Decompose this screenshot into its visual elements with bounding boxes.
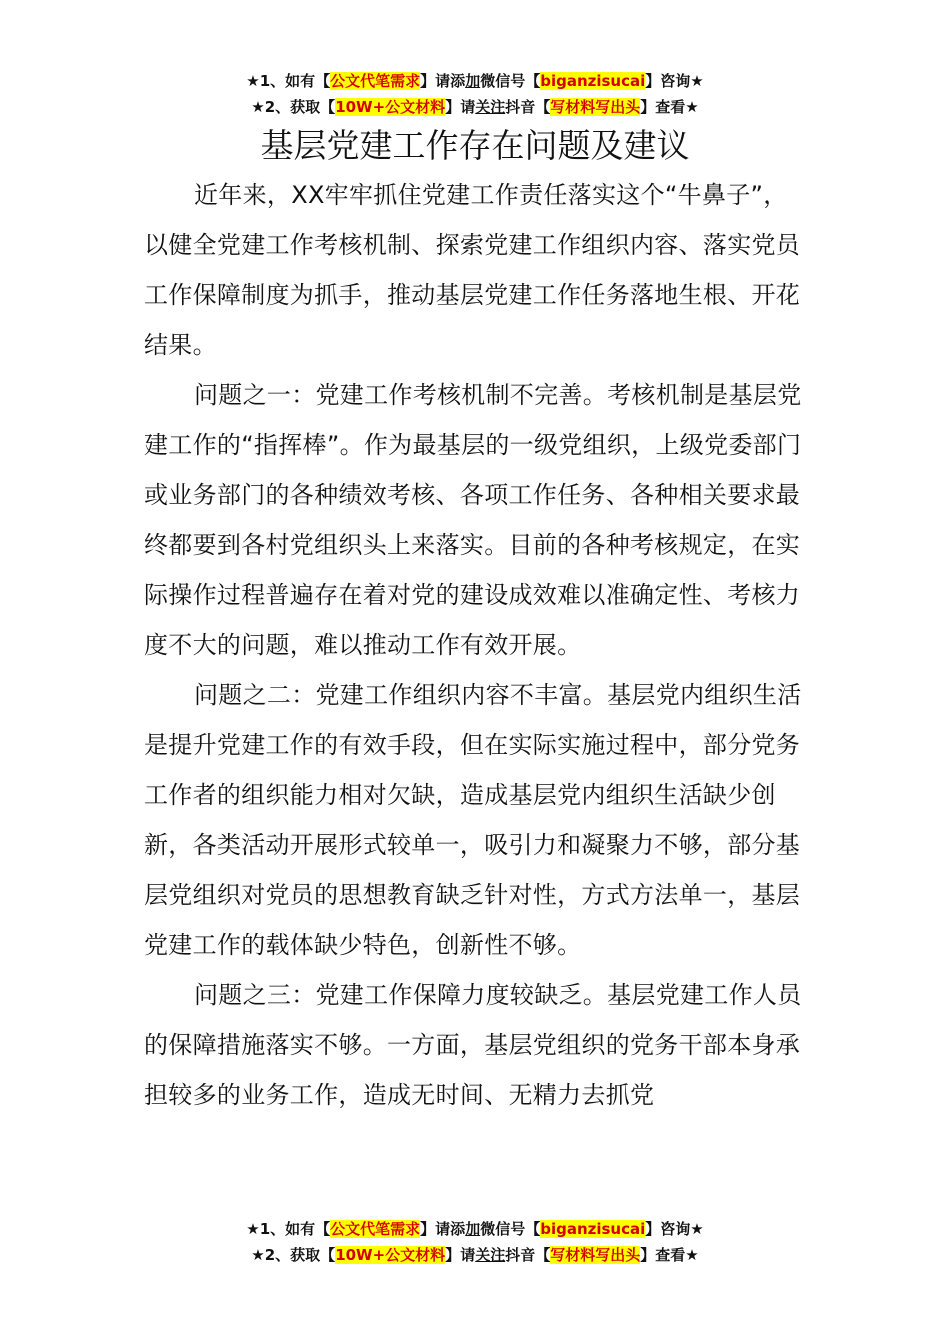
- bottom-promo-banner: [0, 1216, 950, 1268]
- promo-text: 微信号【: [480, 1220, 541, 1238]
- paragraph-intro: 近年来，XX牢牢抓住党建工作责任落实这个“牛鼻子”，以健全党建工作考核机制、探索党建工作组织内容、落实党员工作保障制度为抓手，推动基层党建工作任务落地生根、开花结果。: [144, 181, 801, 359]
- promo-text: 抖音【: [505, 98, 551, 116]
- promo-text: 微信号【: [480, 72, 541, 90]
- promo-wechat-id: biganzisucai: [540, 72, 646, 90]
- promo-text: ★1、如有【: [246, 1220, 331, 1238]
- promo-wechat-id: biganzisucai: [540, 1220, 646, 1238]
- promo-line-2: [0, 94, 950, 120]
- promo-text: 】请添: [420, 72, 466, 90]
- document-title: 基层党建工作存在问题及建议: [260, 126, 690, 165]
- promo-text: 】查看★: [640, 98, 699, 116]
- paragraph-problem-3: 问题之三：党建工作保障力度较缺乏。基层党建工作人员的保障措施落实不够。一方面，基层党组织的党务干部本身承担较多的业务工作，造成无时间、无精力去抓党: [144, 981, 802, 1109]
- promo-line-2: [0, 1242, 950, 1268]
- promo-underline: 关注: [475, 98, 506, 116]
- promo-text: 】咨询★: [645, 1220, 704, 1238]
- promo-highlight: 公文代笔需求: [330, 72, 421, 90]
- promo-underline: 关注: [475, 1246, 506, 1264]
- promo-text: 】查看★: [640, 1246, 699, 1264]
- promo-highlight: 公文代笔需求: [330, 1220, 421, 1238]
- promo-text: 】请添: [420, 1220, 466, 1238]
- promo-text: ★1、如有【: [246, 72, 331, 90]
- promo-text: ★2、获取【: [251, 1246, 336, 1264]
- paragraph-problem-1: 问题之一：党建工作考核机制不完善。考核机制是基层党建工作的“指挥棒”。作为最基层的一级党组织，上级党委部门或业务部门的各种绩效考核、各项工作任务、各种相关要求最终都要到各村党组织头上来落实。目前的各种考核规定，在实际操作过程普遍存在着对党的建设成效难以准确定性、考核力度不大的问题，难以推动工作有效开展。: [144, 381, 802, 659]
- promo-highlight: 10W+公文材料: [335, 98, 446, 116]
- promo-text: 】咨询★: [645, 72, 704, 90]
- promo-text: 抖音【: [505, 1246, 551, 1264]
- promo-text: ★2、获取【: [251, 98, 336, 116]
- promo-text: 】请: [445, 98, 476, 116]
- promo-underline: 加: [465, 72, 481, 90]
- promo-line-1: [0, 68, 950, 94]
- promo-line-1: [0, 1216, 950, 1242]
- paragraph-problem-2: 问题之二：党建工作组织内容不丰富。基层党内组织生活是提升党建工作的有效手段，但在实际实施过程中，部分党务工作者的组织能力相对欠缺，造成基层党内组织生活缺少创新，各类活动开展形式较单一，吸引力和凝聚力不够，部分基层党组织对党员的思想教育缺乏针对性，方式方法单一，基层党建工作的载体缺少特色，创新性不够。: [144, 681, 802, 959]
- top-promo-banner: [0, 68, 950, 120]
- promo-text: 】请: [445, 1246, 476, 1264]
- promo-highlight: 10W+公文材料: [335, 1246, 446, 1264]
- promo-douyin-id: 写材料写出头: [550, 1246, 641, 1264]
- document-body: [144, 170, 810, 1120]
- promo-underline: 加: [465, 1220, 481, 1238]
- promo-douyin-id: 写材料写出头: [550, 98, 641, 116]
